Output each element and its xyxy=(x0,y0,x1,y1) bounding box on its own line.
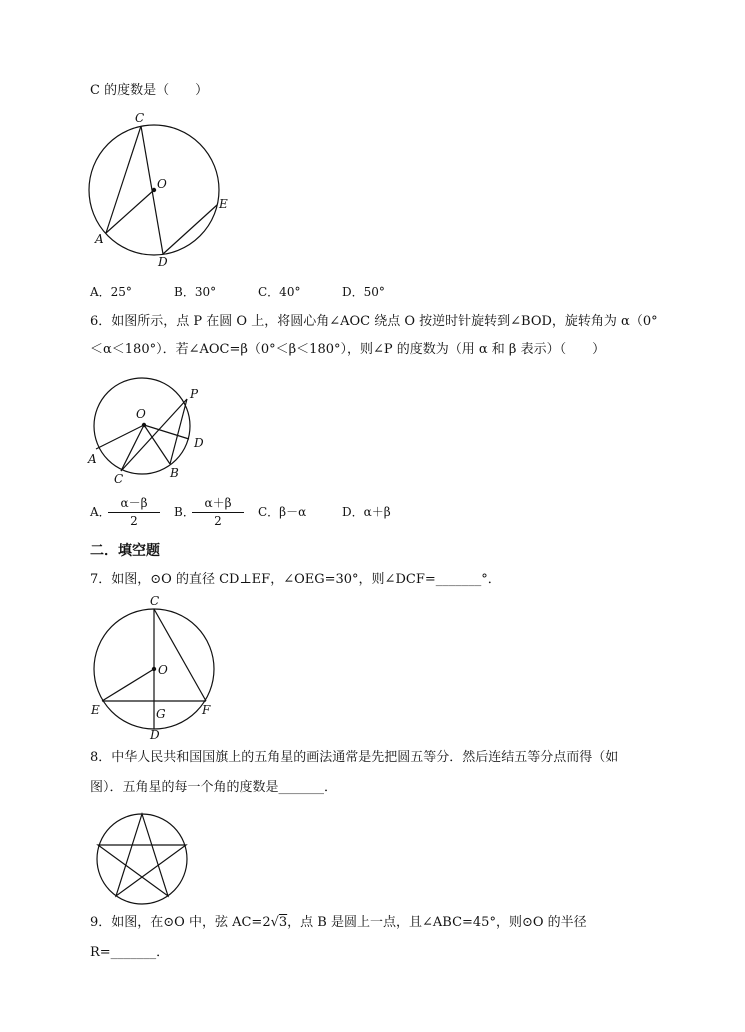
q7-label-f: F xyxy=(202,703,211,717)
q6-option-b-denominator: 2 xyxy=(214,514,222,528)
q8-stem-line2: 图）．五角星的每一个角的度数是_______． xyxy=(90,780,338,795)
q6-option-a-denominator: 2 xyxy=(130,514,138,528)
q6-label-p: P xyxy=(190,387,199,401)
q5-option-d: D．50° xyxy=(342,285,385,299)
q8-stem-line1: 8．中华人民共和国国旗上的五角星的画法通常是先把圆五等分．然后连结五等分点而得（如 xyxy=(90,750,619,765)
q6-label-b: B xyxy=(170,466,179,480)
q8-figure xyxy=(94,812,190,904)
q6-option-a-numerator: α－β xyxy=(108,494,160,513)
q5-option-a: A．25° xyxy=(90,285,132,299)
q6-option-d: D．α＋β xyxy=(342,505,391,519)
q9-stem-post: ，点 B 是圆上一点，且∠ABC=45°，则⊙O 的半径 xyxy=(287,915,587,930)
q5-center-dot xyxy=(152,188,155,191)
q5-figure xyxy=(85,108,235,268)
q7-label-e: E xyxy=(91,703,100,717)
q7-label-o: O xyxy=(158,663,168,677)
q6-option-a-fraction xyxy=(108,494,160,528)
q5-chord-de xyxy=(163,205,217,254)
section-title: 二．填空题 xyxy=(90,543,160,559)
q6-option-b-numerator: α＋β xyxy=(192,494,244,513)
q7-label-d: D xyxy=(150,728,160,742)
q9-sqrt-sign: √ xyxy=(270,915,279,930)
q6-figure xyxy=(88,378,218,488)
q7-label-c: C xyxy=(150,594,160,608)
q6-radius-od xyxy=(144,425,189,439)
q7-chord-cf xyxy=(154,609,206,701)
q6-label-o: O xyxy=(136,407,146,421)
q9-stem-line2: R=_______． xyxy=(90,945,170,960)
q6-stem-line2: ＜α＜180°）．若∠AOC=β（0°＜β＜180°），则∠P 的度数为（用 α 和 β 表示）（ ） xyxy=(90,342,606,357)
q6-radius-oa xyxy=(96,425,144,449)
q5-option-c: C．40° xyxy=(258,285,301,299)
q5-label-c: C xyxy=(135,111,145,125)
q9-stem-pre: 9．如图，在⊙O 中，弦 AC=2 xyxy=(90,915,271,930)
q6-label-c: C xyxy=(114,472,124,486)
q8-circle xyxy=(97,814,187,904)
q5-label-a: A xyxy=(95,232,104,246)
q7-center-dot xyxy=(152,667,155,670)
q6-label-d: D xyxy=(194,436,204,450)
q9-sqrt-radicand: 3 xyxy=(278,915,288,930)
q7-radius-oe xyxy=(102,669,154,701)
q6-option-a-letter: A． xyxy=(90,505,111,519)
q6-radius-oc xyxy=(121,425,144,471)
q5-label-e: E xyxy=(219,197,228,211)
q7-stem: 7．如图，⊙O 的直径 CD⊥EF，∠OEG=30°，则∠DCF=_______°． xyxy=(90,572,501,587)
q6-option-b-letter: B． xyxy=(174,505,195,519)
q6-option-b-fraction xyxy=(192,494,244,528)
q7-label-g: G xyxy=(156,707,166,721)
q5-label-d: D xyxy=(158,255,168,269)
q5-label-o: O xyxy=(157,177,167,191)
q5-stem-tail: C 的度数是（ ） xyxy=(90,83,209,98)
q5-option-b: B．30° xyxy=(174,285,217,299)
q6-option-c: C．β－α xyxy=(258,505,307,519)
q6-center-dot xyxy=(142,423,145,426)
q7-figure xyxy=(88,594,228,744)
q6-label-a: A xyxy=(88,452,97,466)
q9-stem-line1 xyxy=(90,914,587,932)
q6-stem-line1: 6．如图所示，点 P 在圆 O 上，将圆心角∠AOC 绕点 O 按逆时针旋转到∠BOD，旋转角为 α（0° xyxy=(90,314,658,329)
